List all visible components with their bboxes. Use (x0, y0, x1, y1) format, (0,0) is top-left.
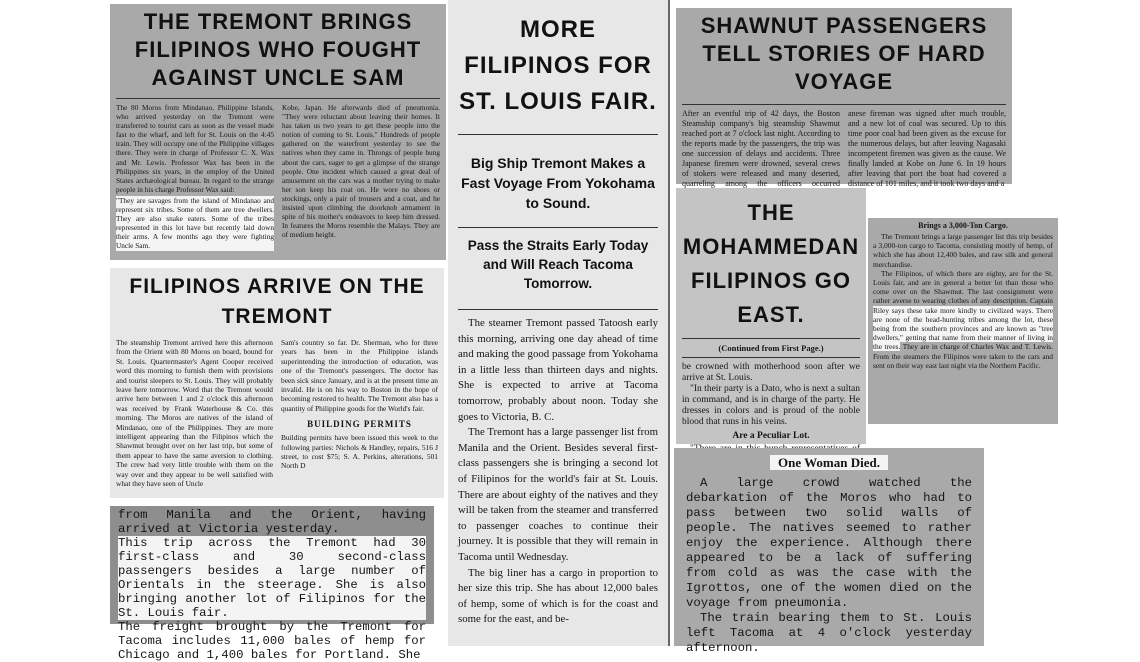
article-text: The Tremont has a large passenger list from Manila and the Orient. Besides several first-class passengers she is bringing a second lot of Filipinos for the world's fair at St. Louis. There are about eighty of the natives and they will be taken from the steamer and transferred to passenger coaches to continue their journey. It is possible that they will remain in Tacoma until Wednesday. (458, 426, 658, 563)
article-text: They are in charge of Charles Wax and T. Lewis. From the steamers the Filipinos were taken to the cars and sent on their way east last night via the Northern Pacific. (873, 342, 1053, 370)
clipping-mohammedan-filipinos (676, 188, 866, 444)
clipping-shawnut-passengers (676, 8, 1012, 188)
article-text-highlight: "They are savages from the island of Mindanao and represent six tribes. Some of them are tree dwellers. They are also snake eaters. Some of the tribes represented in this lot have but recently laid down their arms. A few months ago they were fighting Uncle Sam. (116, 195, 274, 251)
article-text: be crowned with motherhood soon after we arrive at St. Louis. (682, 362, 860, 383)
article-text-highlight: Riley says these take more kindly to civilized ways. There are none of the head-hunting tribes among the lot, these being from the southern provinces and are known as "tree dwellers," getting that name from their manner of living in the trees. (873, 305, 1053, 352)
article-text: After an eventful trip of 42 days, the Boston Steamship company's big steamship Shawmut reached port at 7 o'clock last night. According to the reports made by the passengers, the trip was one succession of delays and accidents. Three Japanese firemen were drowned, several crews of stokers were released and many deserted, quarreling among the officers occurred (682, 109, 840, 188)
subheading (686, 454, 972, 472)
clipping-filipinos-arrive (110, 268, 444, 498)
article-text: The train bearing them to St. Louis left Tacoma at 4 o'clock yesterday afternoon. (686, 611, 972, 655)
clipping-cargo (868, 218, 1058, 424)
divider (458, 134, 658, 135)
divider (458, 309, 658, 310)
headline: SHAWNUT PASSENGERS TELL STORIES OF HARD VOYAGE (700, 13, 988, 94)
clipping-victoria-arrival (110, 506, 434, 662)
article-text: Sam's country so far. Dr. Sherman, who for three years has been in the Philippine islands superintending the introduction of education, was one of the Tremont's passengers. The doctor has been sick since January, and is at the present time an invalid. He is on his way to Boston in the hope of becoming restored to health. The Tremont also has a quantity of Philippine goods for the World's fair. (281, 338, 438, 413)
subheadline: Big Ship Tremont Makes a Fast Voyage From Yokohama to Sound. (461, 155, 655, 211)
divider (458, 227, 658, 228)
headline: FILIPINOS ARRIVE ON THE TREMONT (129, 275, 425, 328)
subheading-label: One Woman Died. (770, 455, 888, 470)
subheading: Are a Peculiar Lot. (732, 431, 810, 441)
article-text: from Manila and the Orient, having arrived at Victoria yesterday. (118, 508, 426, 536)
divider (682, 338, 860, 339)
article-text: The big liner has a cargo in proportion to her size this trip. She has about 12,000 bales of hemp, some of which is for the coast and some for the east, and be- (458, 566, 658, 626)
article-text: "In their party is a Dato, who is next a sultan in command, and is in charge of the party. He dresses in colors and is proud of the noble blood that runs in his veins. (682, 384, 860, 427)
article-text: The freight brought by the Tremont for Tacoma includes 11,000 bales of hemp for Chicago and 1,400 bales for Portland. She (118, 620, 426, 662)
headline: THE MOHAMMEDAN FILIPINOS GO EAST. (682, 200, 860, 327)
subheading: Brings a 3,000-Ton Cargo. (918, 221, 1008, 230)
article-text-highlight: This trip across the Tremont had 30 first-class and 30 second-class passengers besides a large number of Orientals in the steerage. She is also bringing another lot of Filipinos for the St. Louis fair. (118, 536, 426, 620)
subheading: BUILDING PERMITS (307, 419, 412, 430)
article-text: The steamship Tremont arrived here this afternoon from the Orient with 80 Moros on board, bound for St. Louis. Quartermaster's Agent Cooper received word this morning to furnish them with provisions and tourist sleepers to St. Louis. They will probably leave here tomorrow. Word that the Tremont would arrive here between 1 and 2 o'clock this afternoon was received by Frank Waterhouse & Co. this morning. The Moros are natives of the island of Mindanao, one of the Philippines. They are more intelligent appearing than the Filipinos which the Shawmut brought over on her last trip, but some of them appear to have the same aversion to clothing. The crew had very little trouble with them on the way over and they appear to be well satisfied with what they have seen of Uncle (116, 338, 273, 489)
clipping-one-woman-died (674, 448, 984, 655)
article-text: The Tremont brings a large passenger list this trip besides a 3,000-ton cargo to Tacoma, consisting mostly of hemp, of which she has about 12,400 bales, and raw silk and general merchandise. (873, 232, 1053, 269)
clipping-tremont-brings-filipinos (110, 4, 446, 260)
headline: THE TREMONT BRINGS FILIPINOS WHO FOUGHT AGAINST UNCLE SAM (134, 9, 422, 90)
divider (682, 357, 860, 358)
clipping-more-filipinos (448, 0, 670, 646)
article-text: The 80 Moros from Mindanao, Philippine Islands, who arrived yesterday on the Tremont were transferred to tourist cars as soon as the vessel made fast to the wharf, and left for St. Louis on the 4:45 train. They will occupy one of the Philippine villages there. They were in charge of Professor C. X. Wax and Mr. Lewis. Professor Wax has been in the Philippines six years, in the employ of the United States archæological bureau. In regard to the strange people in his charge Professor Wax said: (116, 103, 274, 194)
article-text: anese fireman was signed after much trouble, and a new lot of coal was secured. Up to this time poor coal had been given as the excuse for the numerous delays, but after leaving Nagasaki incompetent firemen was given as the cause. We finally landed at Kobe on June 6. In 19 hours after leaving that port the boat had covered a distance of 101 miles, and it took two days and a (848, 109, 1006, 188)
article-text: The Filipinos, of which there are eighty, are for the St. Louis fair, and are in general a better lot than those who come over on the Shawmut. The last consignment were rather averse to wearing clothes of any description. Captain (873, 268, 1053, 306)
divider (116, 98, 440, 99)
article-text: Building permits have been issued this week to the following parties: Nichols & Handley, repairs, 516 J street, to cost $75; S. A. Perkins, alterations, 501 North D (281, 433, 438, 471)
article-text: A large crowd watched the debarkation of the Moros who had to pass between two solid walls of people. The natives seemed to rather enjoy the experience. Although there appeared to be a lack of suffering from cold as was the case with the Igrottos, one of the women died on the voyage from pneumonia. (686, 476, 972, 610)
continued-note: (Continued from First Page.) (718, 343, 824, 353)
divider (682, 104, 1006, 105)
article-text: Kobe, Japan. He afterwards died of pneumonia. "They were reluctant about leaving their homes. It has taken us two years to get these people into the notion of coming to St. Louis." Hundreds of people gathered on the waterfront yesterday to see the natives when they came in. Throngs of people hung about the cars, eager to get a glimpse of the strange people. One incident which caused a great deal of amusement on the cars was a mother trying to make her son keep his coat on. He wore no shoes or stockings, only a pair of trousers and a coat, and he insisted upon climbing the doorknob armament in spite of his mother's endeavors to keep him dressed. In features the Moros resemble the Malays. They are of medium height. (282, 103, 440, 240)
subheadline: Pass the Straits Early Today and Will Reach Tacoma Tomorrow. (467, 238, 649, 291)
article-paragraph (873, 269, 1053, 370)
headline: MORE FILIPINOS FOR ST. LOUIS FAIR. (459, 16, 657, 115)
article-text: The steamer Tremont passed Tatoosh early this morning, arriving one day ahead of time and making the good passage from Yokohama in a little less than thirteen days and nights. She is expected to arrive at Tacoma tomorrow, probably about noon. Today she goes to Victoria, B. C. (458, 317, 658, 423)
